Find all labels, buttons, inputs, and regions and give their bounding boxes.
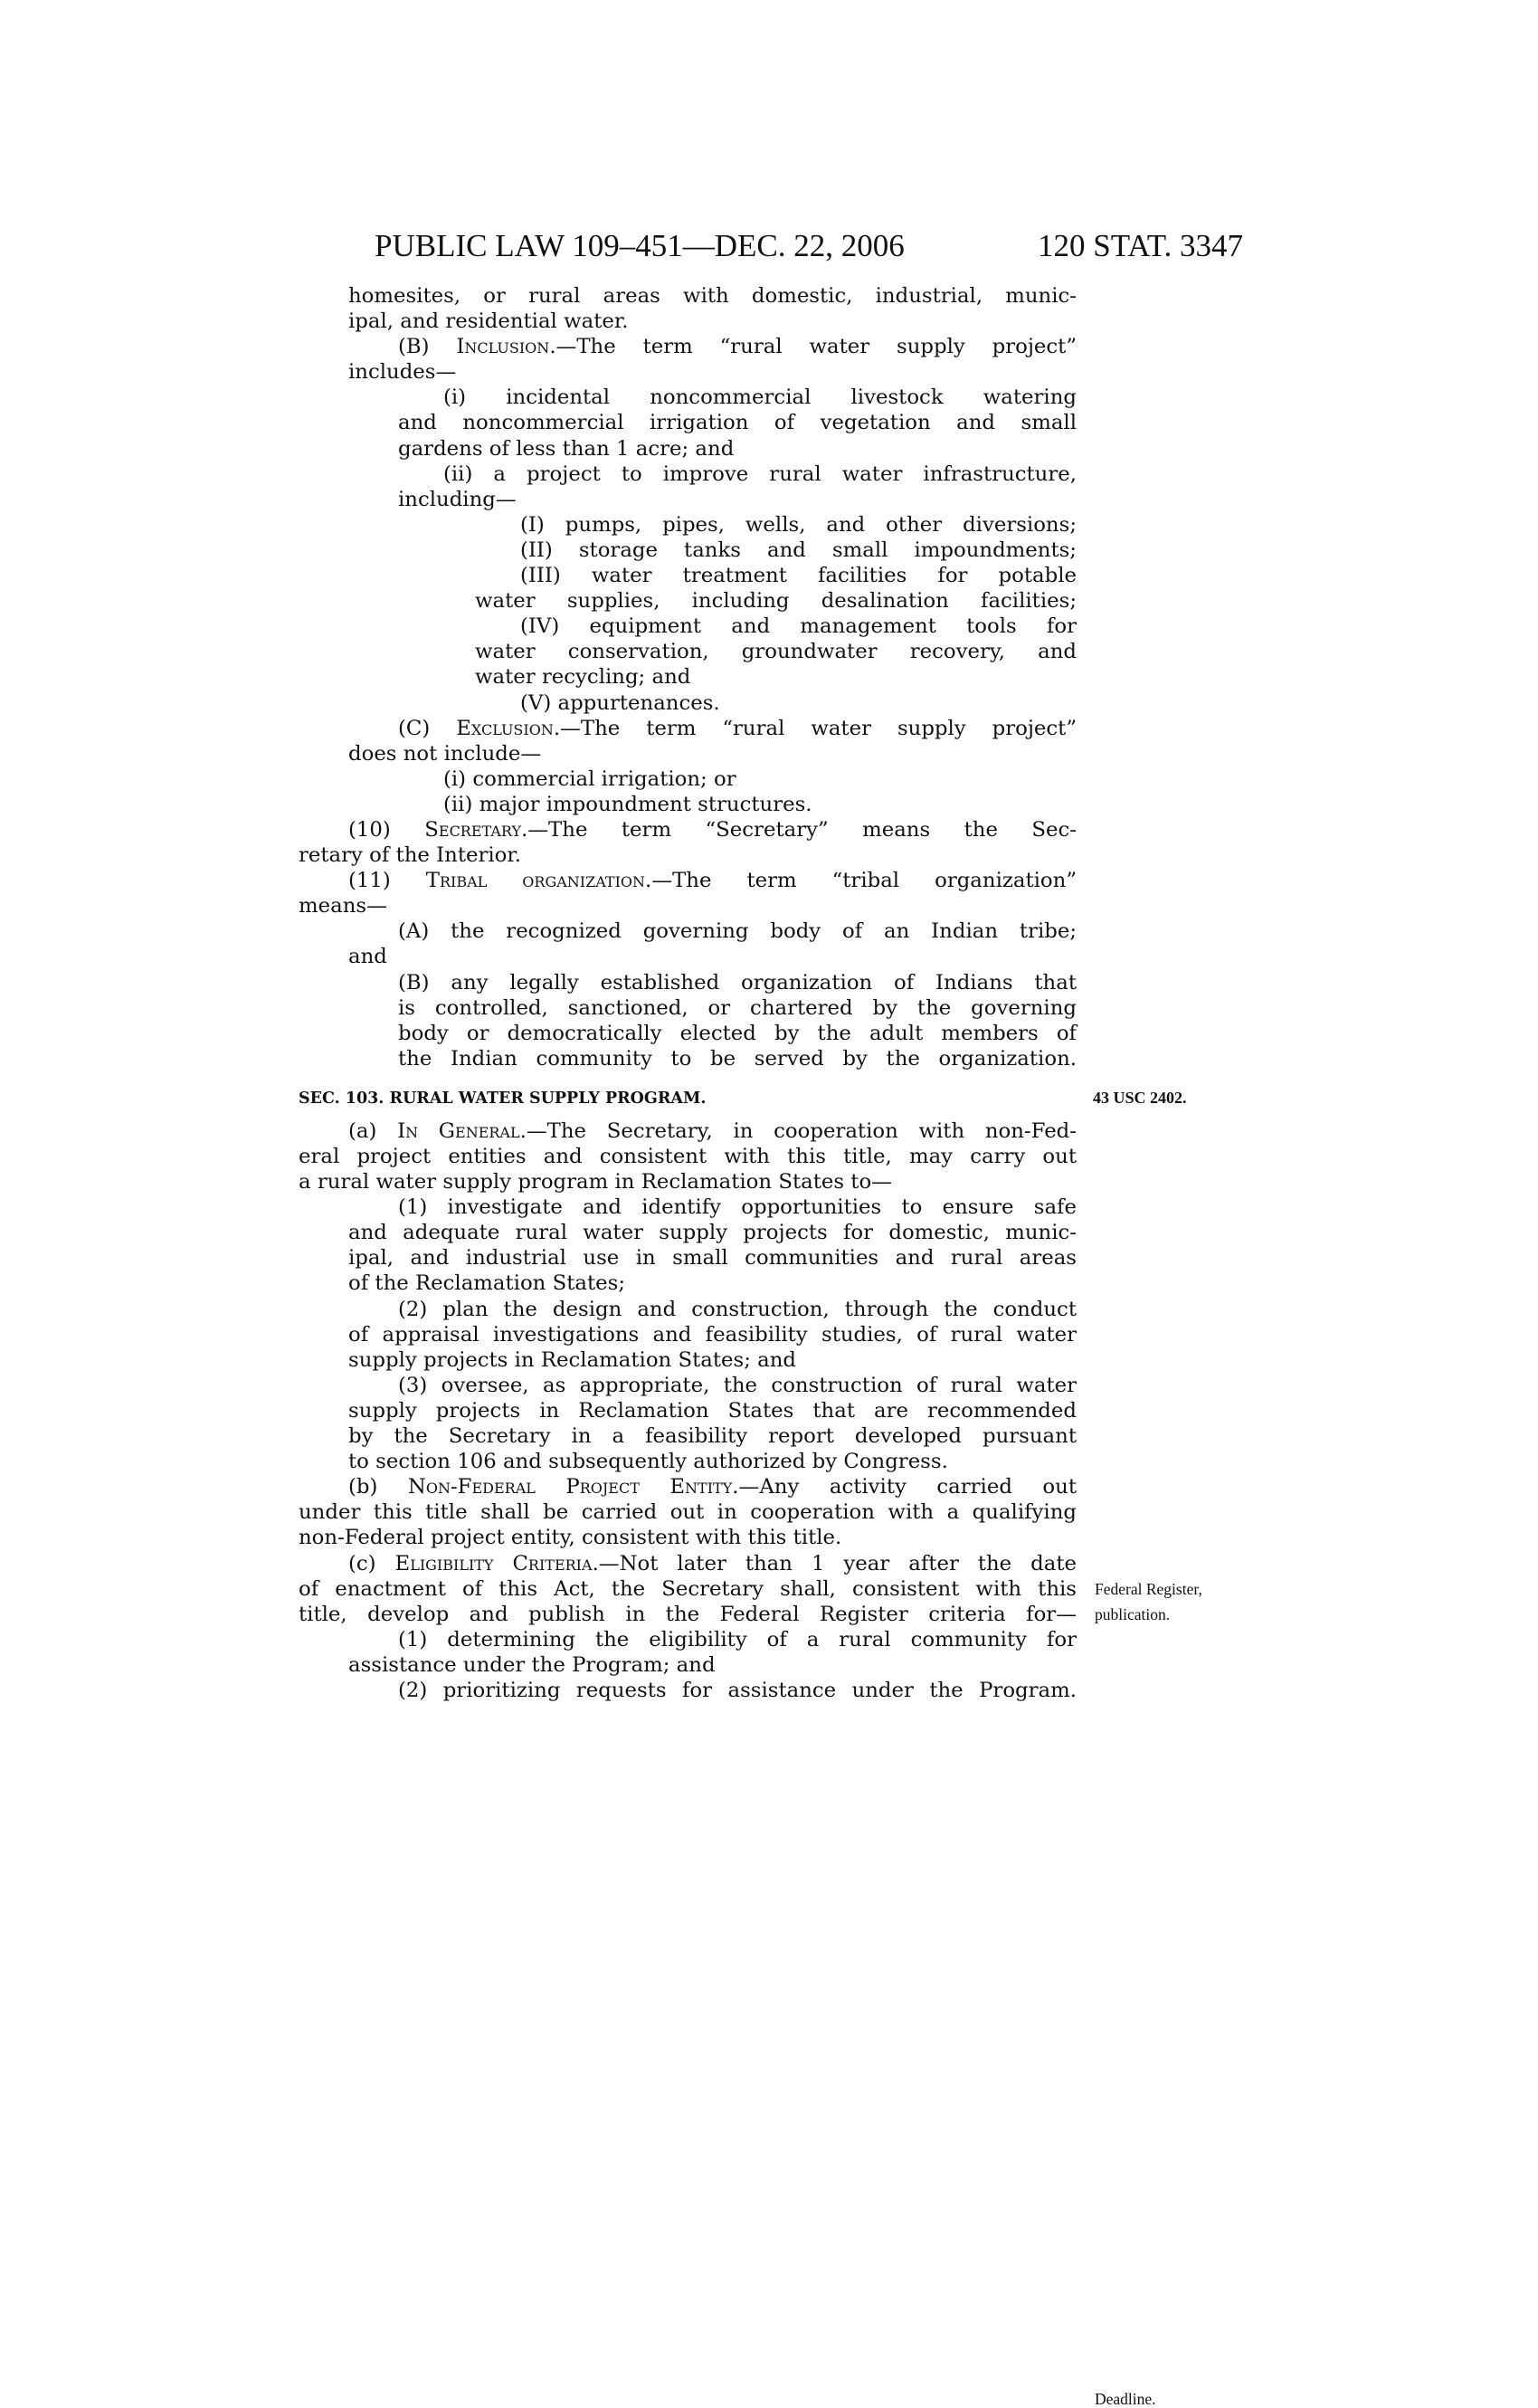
line-text: assistance under the Program; and [348,1652,716,1677]
text-line [299,1602,1077,1627]
line-text: (IV) equipment and management tools for [520,614,1077,639]
line-text: of appraisal investigations and feasibility studies, of rural water [348,1322,1077,1347]
line-text: (i) incidental noncommercial livestock watering [443,385,1077,410]
text-line [299,1576,1077,1602]
line-text: (2) prioritizing requests for assistance under the Program. [398,1678,1077,1702]
text-line [348,1322,1077,1347]
line-fragment: (a) [348,1118,398,1143]
text-line [443,462,1077,487]
line-fragment: .—The term “rural water supply project” [549,335,1077,359]
line-text: under this title shall be carried out in cooperation with a qualifying [299,1500,1077,1525]
line-fragment: .—The term “Secretary” means the Sec- [521,817,1078,842]
line-text: of enactment of this Act, the Secretary shall, consistent with this [299,1576,1077,1601]
line-text: non-Federal project entity, consistent with this title. [299,1526,842,1550]
text-line [348,1220,1077,1245]
line-text: and [348,945,387,969]
line-text: gardens of less than 1 acre; and [398,436,735,461]
text-line [348,817,1077,842]
line-text: ipal, and industrial use in small communities and rural areas [348,1246,1077,1271]
text-line [348,944,1077,969]
line-text [348,1119,1077,1143]
line-fragment: .—The Secretary, in cooperation with non-Fed- [519,1118,1077,1143]
text-line [398,716,1077,741]
margin-note: publication. [1095,1604,1171,1623]
line-text: of the Reclamation States; [348,1271,626,1296]
section-103-block [299,1118,1258,2408]
line-text: supply projects in Reclamation States; and [348,1347,796,1372]
paragraph-heading: Eligibility Criteria [394,1551,593,1575]
section-title: SEC. 103. RURAL WATER SUPPLY PROGRAM. [299,1089,707,1108]
text-line [398,1373,1077,1398]
text-line [348,1551,1077,1576]
line-text: homesites, or rural areas with domestic, industrial, munic- [348,284,1077,308]
line-text: (2) plan the design and construction, through the conduct [398,1297,1077,1321]
line-text: (1) investigate and identify opportunities to ensure safe [398,1195,1077,1220]
line-text: (ii) a project to improve rural water infrastructure, [443,462,1077,486]
line-text: (II) storage tanks and small impoundments; [520,538,1077,562]
line-text [398,335,1077,358]
text-line [475,664,1077,690]
text-line [348,309,1077,334]
margin-note: Federal Register, [1095,1579,1202,1598]
text-line [398,1297,1077,1322]
text-line [398,970,1077,995]
paragraph-heading: Secretary [424,817,522,842]
line-fragment: (10) [348,817,425,842]
line-text: (A) the recognized governing body of an Indian tribe; [398,919,1077,944]
paragraph-heading: Exclusion [456,716,554,740]
text-line [348,1652,1077,1678]
line-text: (i) commercial irrigation; or [443,766,736,791]
line-text: including— [398,487,517,511]
text-line [348,1398,1077,1423]
line-text [348,1475,1077,1499]
line-text: to section 106 and subsequently authorized by Congress. [348,1450,948,1474]
text-line [398,918,1077,944]
text-line [398,487,1077,512]
page-header [375,224,1243,268]
text-line [443,385,1077,410]
text-line [398,1194,1077,1220]
line-text [348,869,1077,892]
text-line [348,1474,1077,1499]
text-line [398,334,1077,359]
line-text: the Indian community to be served by the organization. [398,1046,1077,1071]
definitions-block [299,283,1258,1071]
text-line [348,359,1077,385]
line-text: (1) determining the eligibility of a rural community for [398,1627,1077,1651]
text-line [398,1627,1077,1652]
margin-note: Deadline. [1095,2389,1156,2408]
text-line [398,1678,1077,1703]
line-fragment: .—The term “tribal organization” [645,869,1077,893]
text-line [520,563,1077,588]
text-line [398,995,1077,1021]
paragraph-heading: Tribal organization [425,869,646,893]
text-line [348,741,1077,766]
text-line [348,283,1077,309]
line-text: ipal, and residential water. [348,309,629,334]
line-text: is controlled, sanctioned, or chartered by the governing [398,995,1077,1020]
text-line [443,766,1077,792]
text-line [398,436,1077,462]
text-line [398,1046,1077,1071]
line-text: and noncommercial irrigation of vegetation and small [398,411,1077,435]
section-heading [299,1086,1258,1111]
line-text: a rural water supply program in Reclamation States to— [299,1170,892,1194]
text-line [348,1271,1077,1296]
line-text: water recycling; and [475,665,691,690]
line-fragment: .—The term “rural water supply project” [553,716,1077,740]
text-line [348,1449,1077,1474]
line-text: does not include— [348,741,542,766]
statute-page-number: 120 STAT. 3347 [1038,228,1243,263]
text-line [348,1118,1077,1144]
line-text [398,717,1077,740]
line-text: includes— [348,360,457,385]
text-line [348,1347,1077,1373]
line-text: water conservation, groundwater recovery, and [475,640,1077,664]
text-line [443,792,1077,817]
line-text: body or democratically elected by the adult members of [398,1021,1077,1045]
text-line [348,868,1077,893]
text-line [520,512,1077,538]
paragraph-heading: In General [397,1118,520,1143]
text-line [520,614,1077,639]
text-line [299,842,1077,868]
line-text [348,1552,1077,1575]
line-text: eral project entities and consistent with this title, may carry out [299,1145,1077,1168]
line-text: supply projects in Reclamation States that are recommended [348,1398,1077,1423]
line-fragment: (11) [348,869,426,893]
usc-margin-note: 43 USC 2402. [1093,1088,1187,1107]
line-fragment: (c) [348,1551,395,1575]
text-line [299,1499,1077,1525]
line-text: retary of the Interior. [299,843,522,868]
text-line [299,1525,1077,1550]
paragraph-heading: Inclusion [456,335,550,359]
text-line [348,1245,1077,1271]
line-text: and adequate rural water supply projects for domestic, munic- [348,1221,1077,1245]
line-fragment: (C) [398,716,457,740]
line-text: (I) pumps, pipes, wells, and other diversions; [520,512,1077,537]
text-line [348,1423,1077,1449]
text-line [475,588,1077,614]
line-fragment: (b) [348,1475,408,1499]
text-line [299,893,1077,918]
line-text: by the Secretary in a feasibility report developed pursuant [348,1424,1077,1449]
line-text: (III) water treatment facilities for potable [520,564,1077,588]
line-text: means— [299,894,387,918]
line-text: (B) any legally established organization of Indians that [398,970,1077,995]
line-text [348,818,1077,842]
line-fragment: .—Any activity carried out [732,1475,1077,1499]
line-text: (3) oversee, as appropriate, the construction of rural water [398,1373,1077,1397]
line-fragment: (B) [398,335,457,359]
text-line [520,538,1077,563]
text-line [475,639,1077,664]
text-line [299,1144,1077,1169]
text-line [398,410,1077,435]
line-text: title, develop and publish in the Federal Register criteria for— [299,1602,1077,1626]
text-line [398,1021,1077,1046]
text-line [520,690,1077,716]
line-text: water supplies, including desalination facilities; [475,589,1077,614]
paragraph-heading: Non-Federal Project Entity [407,1475,733,1499]
text-line [299,1169,1077,1194]
line-text: (ii) major impoundment structures. [443,792,812,816]
line-text: (V) appurtenances. [520,690,720,715]
line-fragment: .—Not later than 1 year after the date [592,1551,1077,1575]
document-body [299,283,1258,2408]
public-law-citation: PUBLIC LAW 109–451—DEC. 22, 2006 [375,228,905,263]
